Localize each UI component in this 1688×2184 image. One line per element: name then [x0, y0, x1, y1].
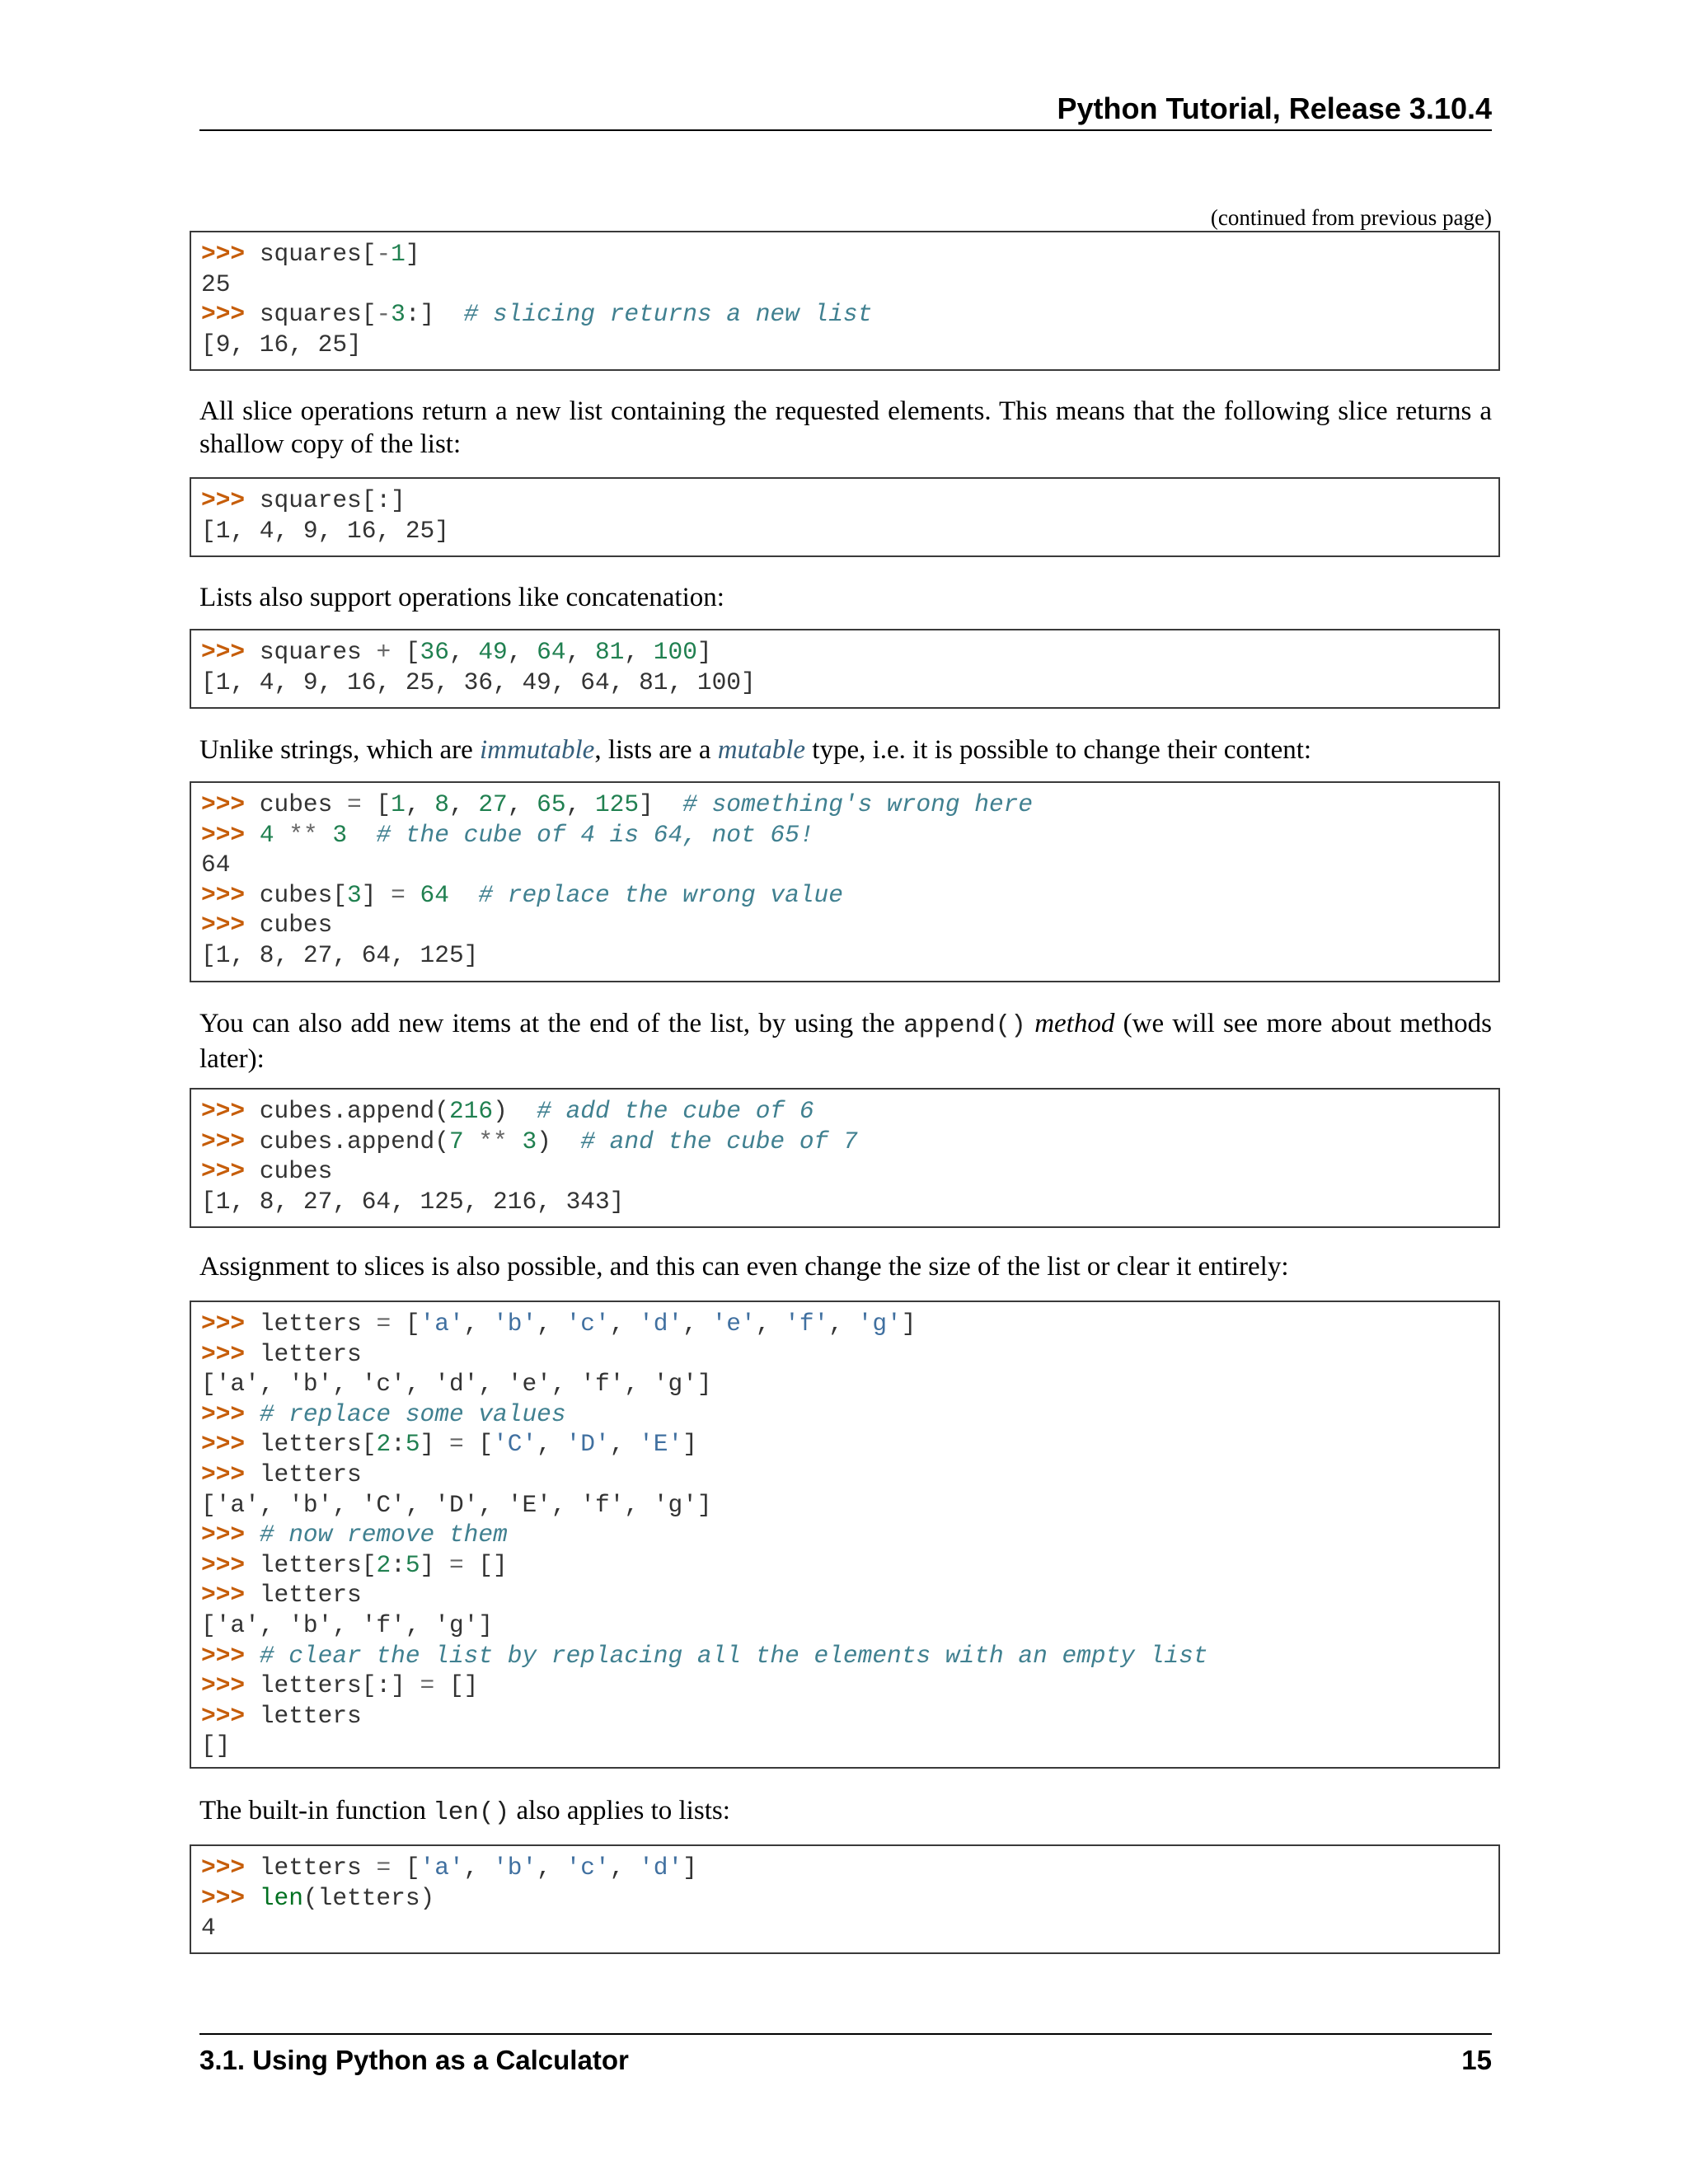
code-token: letters[ [259, 1550, 377, 1579]
code-token: [ [391, 638, 420, 666]
code-block-append [190, 1088, 1500, 1228]
comment-token: # replace some values [259, 1399, 566, 1428]
text-run: The built-in function [199, 1796, 434, 1825]
code-token: ] [682, 1430, 697, 1459]
code-token: letters [259, 1701, 362, 1730]
code-block-concatenation [190, 629, 1500, 709]
prompt-token: >>> [201, 240, 260, 268]
number-token: 3 [347, 880, 362, 909]
paragraph-append [199, 1007, 1492, 1076]
code-line [201, 299, 1489, 330]
code-block-slice-assignment [190, 1301, 1500, 1769]
code-token: [ [463, 1430, 494, 1459]
code-token [318, 821, 333, 849]
code-line [201, 880, 1489, 911]
prompt-token: >>> [201, 1581, 260, 1610]
page-footer [199, 2033, 1492, 2078]
code-token: [] [434, 1671, 479, 1700]
text-run: type, i.e. it is possible to change their content: [805, 735, 1312, 765]
code-token: , [537, 1854, 566, 1882]
number-token: 2 [376, 1550, 392, 1579]
string-token: 'b' [493, 1854, 537, 1882]
link-immutable[interactable]: immutable [480, 735, 595, 765]
code-token: ] [696, 638, 712, 666]
output-token: ['a', 'b', 'f', 'g'] [201, 1610, 494, 1639]
code-line [201, 1731, 1489, 1761]
code-line [201, 1156, 1489, 1187]
footer-page-number: 15 [1461, 2045, 1492, 2075]
comment-token: # slicing returns a new list [463, 300, 873, 329]
code-token: , [448, 638, 479, 666]
prompt-token: >>> [201, 300, 260, 329]
code-line [201, 239, 1489, 269]
code-line [201, 516, 1489, 546]
code-token [464, 1127, 479, 1155]
operator-token: = [376, 1310, 392, 1338]
running-header: Python Tutorial, Release 3.10.4 [199, 89, 1492, 131]
code-token [449, 881, 478, 909]
operator-token: = [448, 1550, 464, 1579]
code-token: :] [405, 300, 464, 329]
paragraph-slice-assignment: Assignment to slices is also possible, and this can even change the size of the list or clear it entirely: [199, 1252, 1289, 1282]
code-line [201, 1309, 1489, 1339]
code-line [201, 668, 1489, 698]
code-token: , [624, 638, 654, 666]
code-token: letters [259, 1460, 362, 1488]
number-token: 7 [448, 1127, 464, 1155]
comment-token: # now remove them [259, 1521, 508, 1549]
number-token: 1 [391, 790, 406, 818]
code-token: cubes [259, 790, 348, 818]
code-token: , [609, 1854, 640, 1882]
code-token: , [537, 1310, 566, 1338]
inline-code-len: len() [433, 1798, 510, 1827]
output-token: 4 [201, 1914, 216, 1943]
number-token: 49 [478, 638, 508, 666]
string-token: 'a' [420, 1310, 464, 1338]
code-token: : [391, 1550, 406, 1579]
code-token: ] [901, 1310, 917, 1338]
code-block-slicing [190, 231, 1500, 371]
emphasis-method: method [1034, 1009, 1115, 1038]
operator-token: = [448, 1430, 464, 1459]
number-token: 125 [594, 790, 640, 818]
code-block-shallow-copy [190, 477, 1500, 557]
code-line [201, 269, 1489, 300]
number-token: 5 [405, 1430, 420, 1459]
number-token: 216 [448, 1097, 494, 1125]
code-token: squares[:] [259, 486, 406, 514]
comment-token: # the cube of 4 is 64, not 65! [376, 820, 814, 849]
operator-token: - [376, 240, 392, 268]
code-token: cubes.append( [259, 1097, 449, 1125]
number-token: 1 [391, 240, 406, 268]
code-line [201, 1429, 1489, 1460]
code-token: , [609, 1430, 640, 1459]
paragraph-mutable [199, 733, 1492, 766]
operator-token: + [376, 638, 392, 666]
code-token: [] [463, 1550, 508, 1579]
operator-token: ** [288, 820, 318, 849]
code-line [201, 1520, 1489, 1550]
paragraph-slice-copy: All slice operations return a new list containing the requested elements. This means that the following slice returns a shallow copy of the list: [199, 396, 1492, 459]
code-token: ] [420, 1550, 449, 1579]
code-line [201, 1883, 1489, 1914]
code-token: squares[ [259, 300, 377, 329]
code-token: cubes [259, 911, 333, 940]
string-token: 'e' [711, 1310, 756, 1338]
prompt-token: >>> [201, 1641, 260, 1670]
operator-token: - [376, 300, 392, 329]
prompt-token: >>> [201, 1339, 260, 1368]
code-token: , [463, 1310, 494, 1338]
prompt-token: >>> [201, 820, 260, 849]
code-token: [ [361, 790, 392, 818]
text-run: Unlike strings, which are [199, 735, 481, 765]
prompt-token: >>> [201, 1310, 260, 1338]
text-run: You can also add new items at the end of the list, by using the [199, 1009, 904, 1038]
code-token: cubes [259, 1157, 333, 1186]
comment-token: # clear the list by replacing all the elements with an empty list [259, 1641, 1208, 1670]
prompt-token: >>> [201, 911, 260, 940]
number-token: 3 [332, 820, 348, 849]
code-line [201, 1127, 1489, 1157]
number-token: 3 [522, 1127, 537, 1155]
prompt-token: >>> [201, 1854, 260, 1882]
code-token: , [507, 790, 537, 818]
number-token: 3 [391, 300, 406, 329]
code-line [201, 820, 1489, 851]
code-token: letters [259, 1339, 362, 1368]
code-token: cubes.append( [259, 1127, 449, 1155]
number-token: 8 [434, 790, 449, 818]
code-token: , [755, 1310, 785, 1338]
code-token: , [507, 638, 537, 666]
code-token: : [391, 1430, 406, 1459]
code-token: (letters) [302, 1883, 435, 1912]
string-token: 'c' [565, 1854, 610, 1882]
code-line [201, 1671, 1489, 1701]
builtin-token: len [259, 1883, 303, 1912]
string-token: 'D' [565, 1430, 610, 1459]
code-line [201, 1187, 1489, 1217]
operator-token: = [347, 790, 362, 818]
code-line [201, 637, 1489, 668]
paragraph-len [199, 1794, 1492, 1830]
code-line [201, 485, 1489, 516]
prompt-token: >>> [201, 1883, 260, 1912]
code-token: ] [361, 880, 392, 909]
prompt-token: >>> [201, 1701, 260, 1730]
code-block-mutate-cubes [190, 781, 1500, 982]
number-token: 65 [537, 790, 566, 818]
code-token: ] [682, 1854, 697, 1882]
code-line [201, 1913, 1489, 1943]
output-token: [1, 8, 27, 64, 125, 216, 343] [201, 1187, 625, 1216]
output-token: 25 [201, 269, 231, 298]
code-token: ] [639, 790, 683, 818]
string-token: 'a' [420, 1854, 464, 1882]
prompt-token: >>> [201, 638, 260, 666]
output-token: ['a', 'b', 'C', 'D', 'E', 'f', 'g'] [201, 1490, 712, 1519]
string-token: 'c' [565, 1310, 610, 1338]
string-token: 'd' [639, 1310, 683, 1338]
comment-token: # something's wrong here [682, 790, 1034, 818]
comment-token: # replace the wrong value [478, 880, 843, 909]
text-run: , lists are a [594, 735, 718, 765]
prompt-token: >>> [201, 1521, 260, 1549]
prompt-token: >>> [201, 1460, 260, 1488]
code-line [201, 850, 1489, 880]
operator-token: ** [478, 1127, 508, 1155]
prompt-token: >>> [201, 880, 260, 909]
code-token: , [609, 1310, 640, 1338]
code-token [406, 881, 420, 909]
code-line [201, 1641, 1489, 1671]
number-token: 81 [594, 638, 625, 666]
code-token: letters [259, 1310, 377, 1338]
prompt-token: >>> [201, 1671, 260, 1700]
number-token: 100 [653, 638, 697, 666]
code-line [201, 1580, 1489, 1610]
number-token: 64 [537, 638, 566, 666]
prompt-token: >>> [201, 1097, 260, 1125]
string-token: 'f' [785, 1310, 829, 1338]
code-block-len [190, 1844, 1500, 1954]
code-token: [ [391, 1310, 420, 1338]
number-token: 36 [420, 638, 449, 666]
code-line [201, 1701, 1489, 1732]
output-token: [9, 16, 25] [201, 330, 362, 359]
code-token [347, 821, 376, 849]
prompt-token: >>> [201, 486, 260, 514]
comment-token: # and the cube of 7 [580, 1127, 858, 1155]
code-token: , [565, 790, 595, 818]
code-line [201, 1460, 1489, 1490]
footer-section-title: 3.1. Using Python as a Calculator [199, 2045, 629, 2075]
code-line [201, 910, 1489, 940]
output-token: [1, 4, 9, 16, 25, 36, 49, 64, 81, 100] [201, 668, 756, 696]
code-line [201, 1096, 1489, 1127]
code-line [201, 940, 1489, 971]
code-line [201, 330, 1489, 360]
prompt-token: >>> [201, 1430, 260, 1459]
text-run [1026, 1009, 1034, 1038]
code-line [201, 1853, 1489, 1883]
code-token: squares[ [259, 240, 377, 268]
code-token: letters[:] [259, 1671, 420, 1700]
code-token: squares [259, 638, 377, 666]
paragraph-concatenation: Lists also support operations like concatenation: [199, 583, 724, 612]
number-token: 64 [420, 880, 449, 909]
text-run: also applies to lists: [509, 1796, 730, 1825]
operator-token: = [376, 1854, 392, 1882]
output-token: [1, 4, 9, 16, 25] [201, 516, 449, 545]
continued-note: (continued from previous page) [1210, 205, 1492, 230]
text-run: (we will see more about methods later): [199, 1009, 1493, 1074]
code-line [201, 1399, 1489, 1430]
code-line [201, 1339, 1489, 1370]
code-line [201, 790, 1489, 820]
output-token: [1, 8, 27, 64, 125] [201, 940, 479, 969]
string-token: 'C' [493, 1430, 537, 1459]
code-token: , [405, 790, 435, 818]
output-token: [] [201, 1732, 231, 1760]
code-token [274, 821, 289, 849]
number-token: 5 [405, 1550, 420, 1579]
number-token: 27 [478, 790, 508, 818]
code-token: ] [405, 240, 420, 268]
code-token: letters [259, 1581, 362, 1610]
output-token: ['a', 'b', 'c', 'd', 'e', 'f', 'g'] [201, 1370, 712, 1399]
code-token [508, 1127, 523, 1155]
code-token: cubes[ [259, 880, 348, 909]
link-mutable[interactable]: mutable [717, 735, 806, 765]
code-line [201, 1490, 1489, 1521]
code-line [201, 1550, 1489, 1581]
code-token: ) [537, 1127, 581, 1155]
prompt-token: >>> [201, 1550, 260, 1579]
code-line [201, 1610, 1489, 1641]
string-token: 'd' [639, 1854, 683, 1882]
number-token: 4 [259, 820, 274, 849]
output-token: 64 [201, 851, 231, 879]
prompt-token: >>> [201, 1127, 260, 1155]
code-token: , [463, 1854, 494, 1882]
prompt-token: >>> [201, 1157, 260, 1186]
code-token: ] [420, 1430, 449, 1459]
code-token: ) [493, 1097, 537, 1125]
number-token: 2 [376, 1430, 392, 1459]
code-token: , [565, 638, 595, 666]
code-token: , [537, 1430, 566, 1459]
code-token: [ [391, 1854, 420, 1882]
prompt-token: >>> [201, 790, 260, 818]
string-token: 'g' [857, 1310, 902, 1338]
code-token: , [682, 1310, 712, 1338]
operator-token: = [391, 880, 406, 909]
code-line [201, 1369, 1489, 1399]
comment-token: # add the cube of 6 [537, 1097, 814, 1125]
code-token: , [448, 790, 479, 818]
string-token: 'E' [639, 1430, 683, 1459]
inline-code-append: append() [903, 1011, 1026, 1040]
operator-token: = [420, 1671, 435, 1700]
string-token: 'b' [493, 1310, 537, 1338]
code-token: letters [259, 1854, 377, 1882]
code-token: , [828, 1310, 858, 1338]
code-token: letters[ [259, 1430, 377, 1459]
prompt-token: >>> [201, 1399, 260, 1428]
